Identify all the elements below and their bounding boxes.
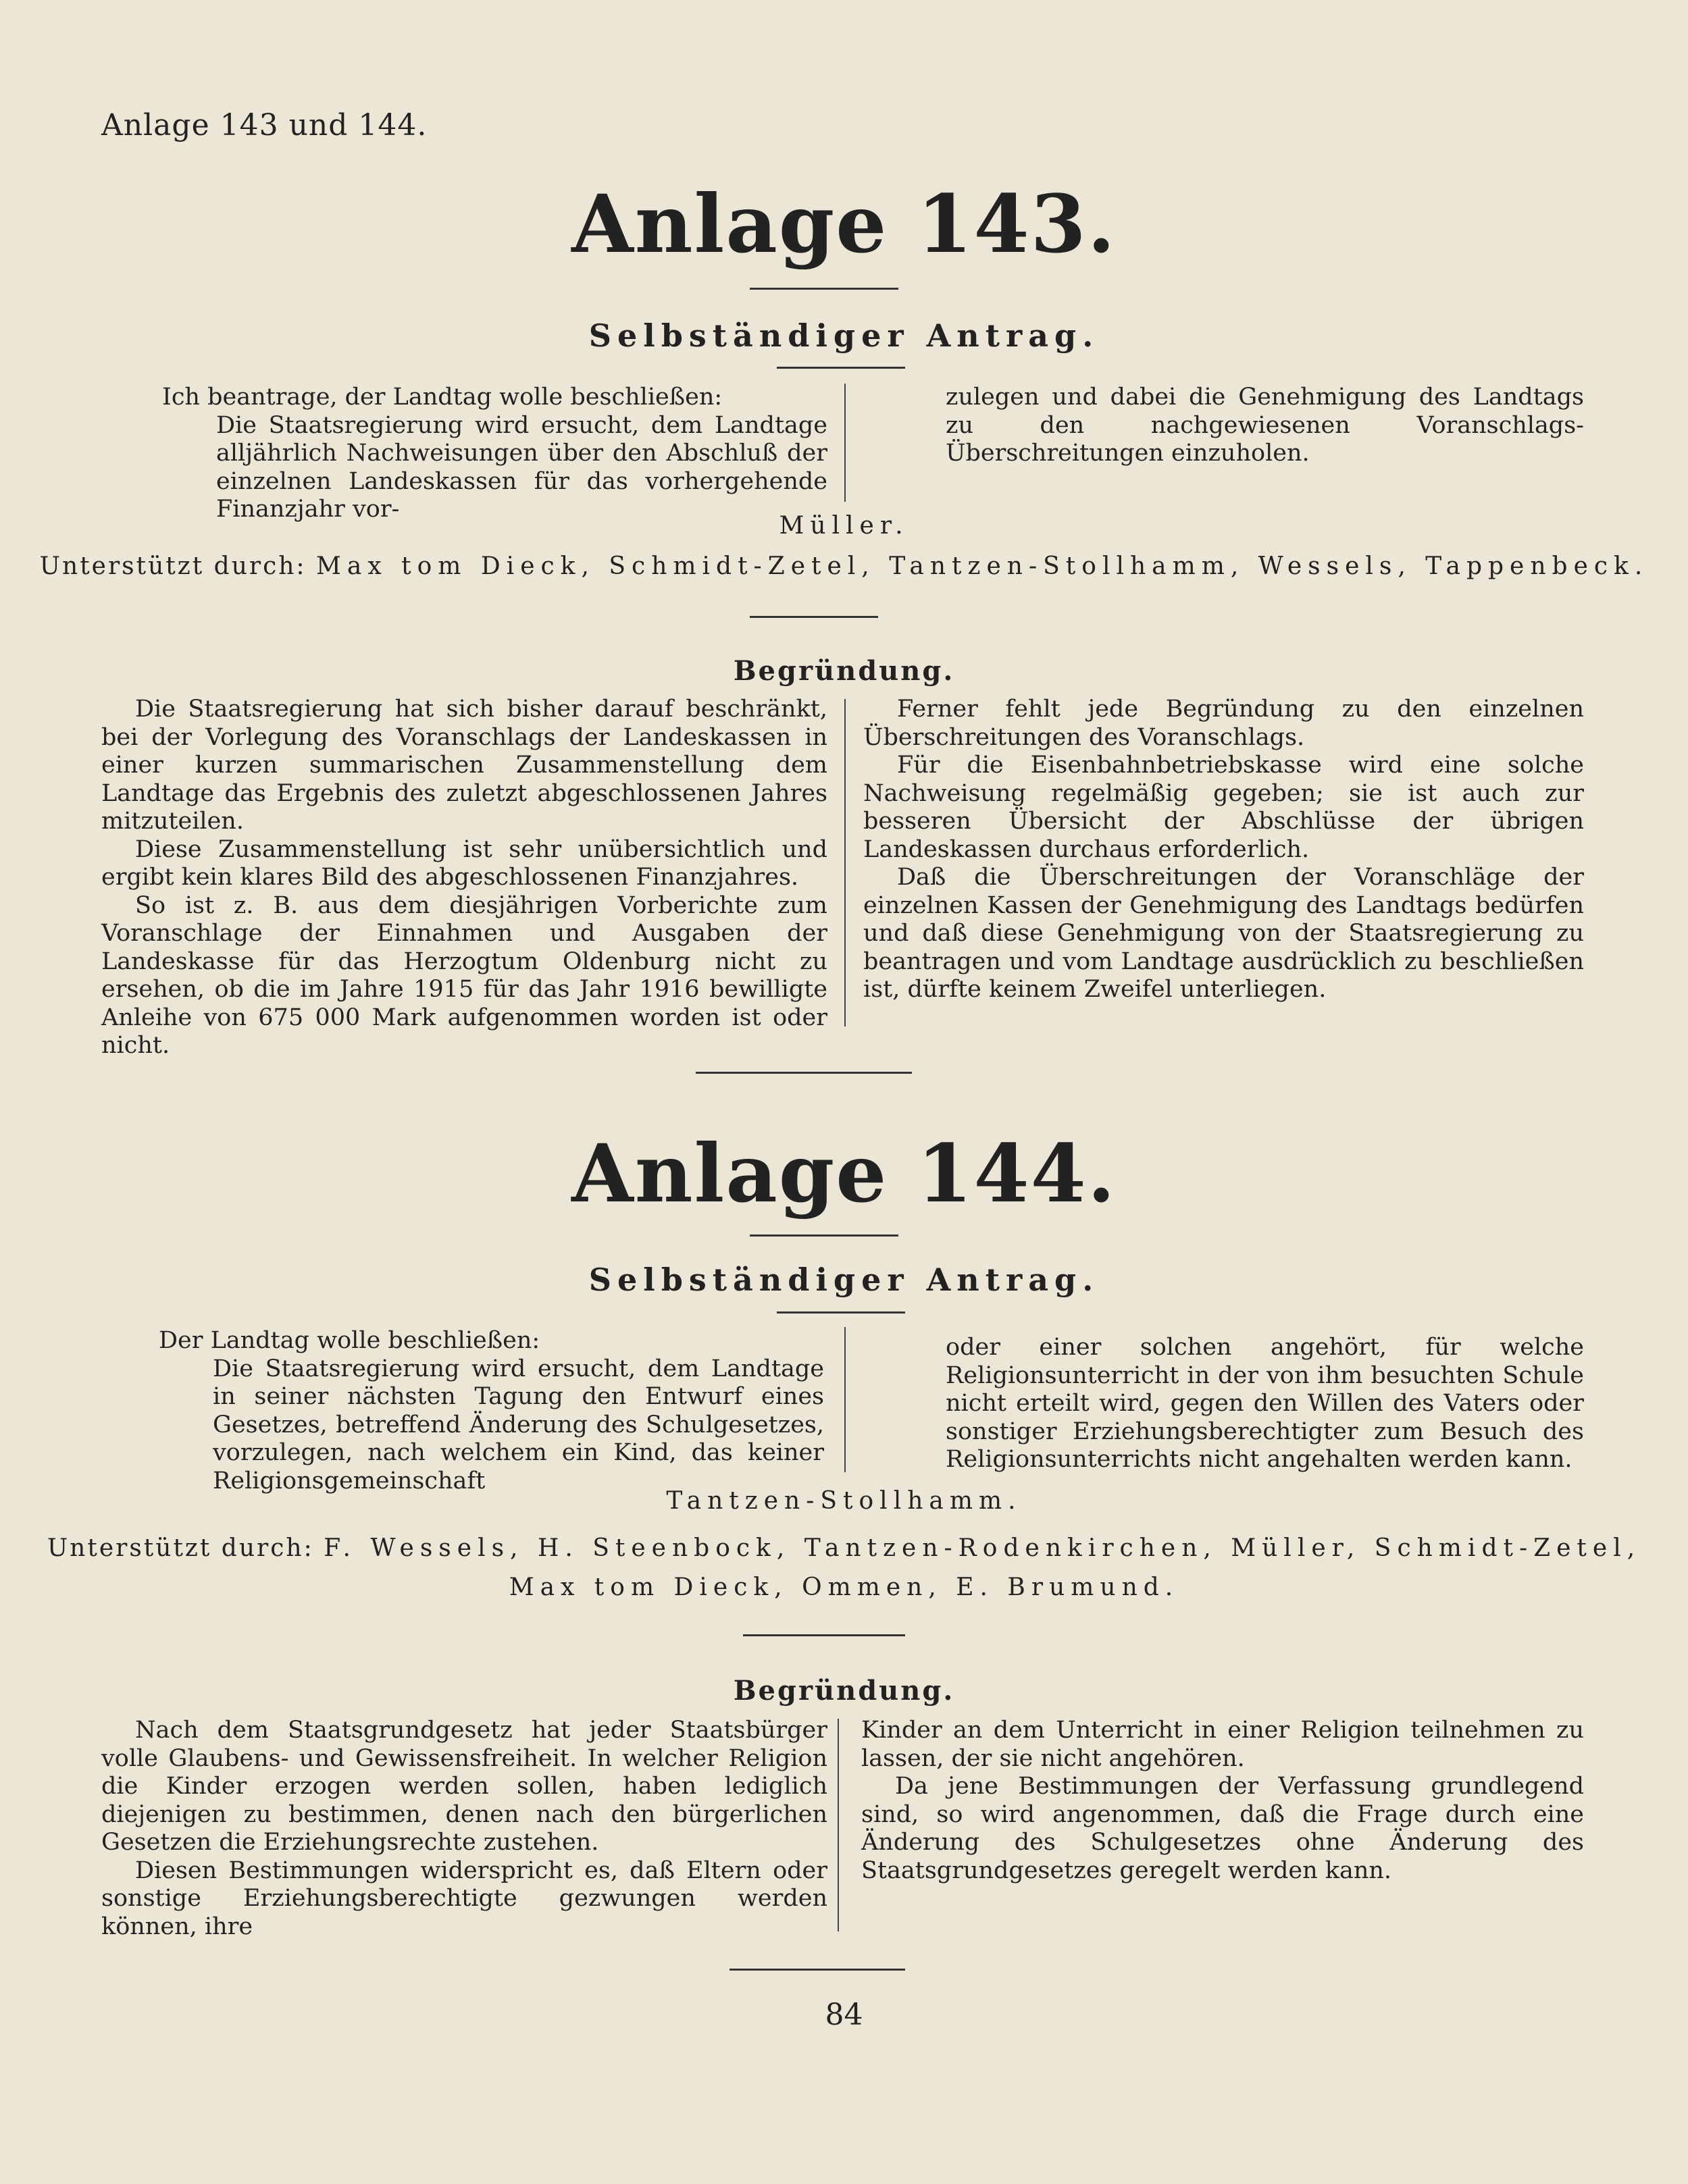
anlage-143-begruendung-title: Begründung. bbox=[733, 655, 955, 687]
anlage-143-antrag-right bbox=[946, 384, 1584, 468]
antrag-text-continued: oder einer solchen angehört, für welche Religionsunterricht in der von ihm besuchten Schule nicht erteilt wird, gegen den Willen des Vaters oder sonstiger Erziehungsberechtigter zum Besuch des Religionsunterrichts nicht angehalten werden kann. bbox=[946, 1334, 1584, 1473]
anlage-144-begruendung-right bbox=[861, 1717, 1584, 1885]
anlage-144-antrag-left bbox=[159, 1327, 824, 1495]
anlage-144-begruendung-left bbox=[101, 1717, 827, 1941]
section-separator bbox=[696, 1072, 912, 1074]
section-separator bbox=[730, 1969, 905, 1971]
divider bbox=[750, 288, 898, 290]
anlage-143-antrag-left bbox=[162, 384, 827, 524]
anlage-143-begruendung-left bbox=[101, 696, 827, 1060]
begruendung-paragraph: So ist z. B. aus dem diesjährigen Vorberichte zum Voranschlage der Einnahmen und Ausgaben der Landeskasse für das Herzogtum Oldenburg nicht zu ersehen, ob die im Jahre 1915 für das Jahr 1916 bewilligte Anleihe von 675 000 Mark aufgenommen worden ist oder nicht. bbox=[101, 891, 827, 1059]
column-divider bbox=[844, 1327, 846, 1472]
begruendung-paragraph: Für die Eisenbahnbetriebskasse wird eine solche Nachweisung regelmäßig gegeben; sie ist auch zur besseren Übersicht der Abschlüsse der übrigen Landeskassen durchaus erforderlich. bbox=[863, 752, 1584, 863]
anlage-143-signer bbox=[0, 512, 1688, 540]
running-head: Anlage 143 und 144. bbox=[101, 108, 428, 142]
begruendung-paragraph: Diesen Bestimmungen widerspricht es, daß Eltern oder sonstige Erziehungsberechtigte gezwungen werden können, ihre bbox=[101, 1856, 827, 1940]
begruendung-paragraph: Diese Zusammenstellung ist sehr unübersichtlich und ergibt kein klares Bild des abgeschlossenen Finanzjahres. bbox=[101, 835, 827, 891]
begruendung-paragraph: Nach dem Staatsgrundgesetz hat jeder Staatsbürger volle Glaubens- und Gewissensfreiheit. In welcher Religion die Kinder erzogen werden sollen, haben lediglich diejenigen zu bestimmen, denen nach den bürgerlichen Gesetzen die Erziehungsrechte zustehen. bbox=[101, 1717, 827, 1856]
divider bbox=[777, 1311, 905, 1314]
page-number: 84 bbox=[825, 1998, 863, 2032]
antrag-text: Die Staatsregierung wird ersucht, dem Landtage alljährlich Nachweisungen über den Abschluß der einzelnen Landeskassen für das vorhergehende Finanzjahr vor- bbox=[216, 411, 827, 523]
anlage-143-begruendung-right bbox=[863, 696, 1584, 1004]
begruendung-paragraph: Da jene Bestimmungen der Verfassung grundlegend sind, so wird angenommen, daß die Frage durch eine Änderung des Schulgesetzes ohne Änderung des Staatsgrundgesetzes geregelt werden kann. bbox=[861, 1773, 1584, 1884]
signer-name: Tantzen-Stollhamm. bbox=[666, 1487, 1022, 1515]
anlage-143-supporters bbox=[0, 552, 1688, 580]
anlage-144-title: Anlage 144. bbox=[571, 1126, 1117, 1220]
supporter-names: F. Wessels, H. Steenbock, Tantzen-Rodenkirchen, Müller, Schmidt-Zetel, bbox=[324, 1534, 1641, 1562]
anlage-144-begruendung-title: Begründung. bbox=[733, 1675, 955, 1707]
begruendung-paragraph: Ferner fehlt jede Begründung zu den einzelnen Überschreitungen des Voranschlags. bbox=[863, 696, 1584, 751]
antrag-text: Die Staatsregierung wird ersucht, dem Landtage in seiner nächsten Tagung den Entwurf eines Gesetzes, betreffend Änderung des Schulgesetzes, vorzulegen, nach welchem ein Kind, das keiner Religionsgemeinschaft bbox=[213, 1355, 824, 1494]
anlage-143-section-heading: Selbständiger Antrag. bbox=[588, 317, 1100, 354]
antrag-intro: Der Landtag wolle beschließen: bbox=[159, 1327, 540, 1354]
begruendung-paragraph: Daß die Überschreitungen der Voranschläge der einzelnen Kassen der Genehmigung des Landtags bedürfen und daß diese Genehmigung von der Staatsregierung zu beantragen und vom Landtage ausdrücklich zu beschließen ist, dürfte keinem Zweifel unterliegen. bbox=[863, 864, 1584, 1003]
support-label: Unterstützt durch: bbox=[47, 1534, 314, 1562]
anlage-144-supporters-continued bbox=[0, 1574, 1688, 1601]
column-divider bbox=[844, 384, 846, 502]
divider bbox=[750, 616, 878, 618]
anlage-143-title: Anlage 143. bbox=[571, 177, 1117, 271]
divider bbox=[777, 367, 905, 369]
anlage-144-supporters bbox=[0, 1534, 1688, 1562]
support-label: Unterstützt durch: bbox=[39, 552, 307, 580]
begruendung-paragraph: Die Staatsregierung hat sich bisher darauf beschränkt, bei der Vorlegung des Voranschlags der Landeskassen in einer kurzen summarischen Zusammenstellung dem Landtage das Ergebnis des zuletzt abgeschlossenen Jahres mitzuteilen. bbox=[101, 696, 827, 835]
supporter-names: Max tom Dieck, Ommen, E. Brumund. bbox=[509, 1574, 1179, 1601]
signer-name: Müller. bbox=[779, 512, 909, 540]
column-divider bbox=[838, 1719, 839, 1931]
divider bbox=[750, 1234, 898, 1237]
anlage-144-antrag-right bbox=[946, 1334, 1584, 1474]
column-divider bbox=[844, 699, 846, 1026]
antrag-intro: Ich beantrage, der Landtag wolle beschließen: bbox=[162, 384, 723, 411]
antrag-text-continued: zulegen und dabei die Genehmigung des Landtags zu den nachgewiesenen Voranschlags-Überschreitungen einzuholen. bbox=[946, 384, 1584, 467]
anlage-144-signer bbox=[0, 1487, 1688, 1515]
anlage-144-section-heading: Selbständiger Antrag. bbox=[588, 1262, 1100, 1298]
begruendung-paragraph: Kinder an dem Unterricht in einer Religion teilnehmen zu lassen, der sie nicht angehören. bbox=[861, 1717, 1584, 1772]
divider bbox=[743, 1634, 905, 1636]
supporter-names: Max tom Dieck, Schmidt-Zetel, Tantzen-Stollhamm, Wessels, Tappenbeck. bbox=[316, 552, 1649, 580]
